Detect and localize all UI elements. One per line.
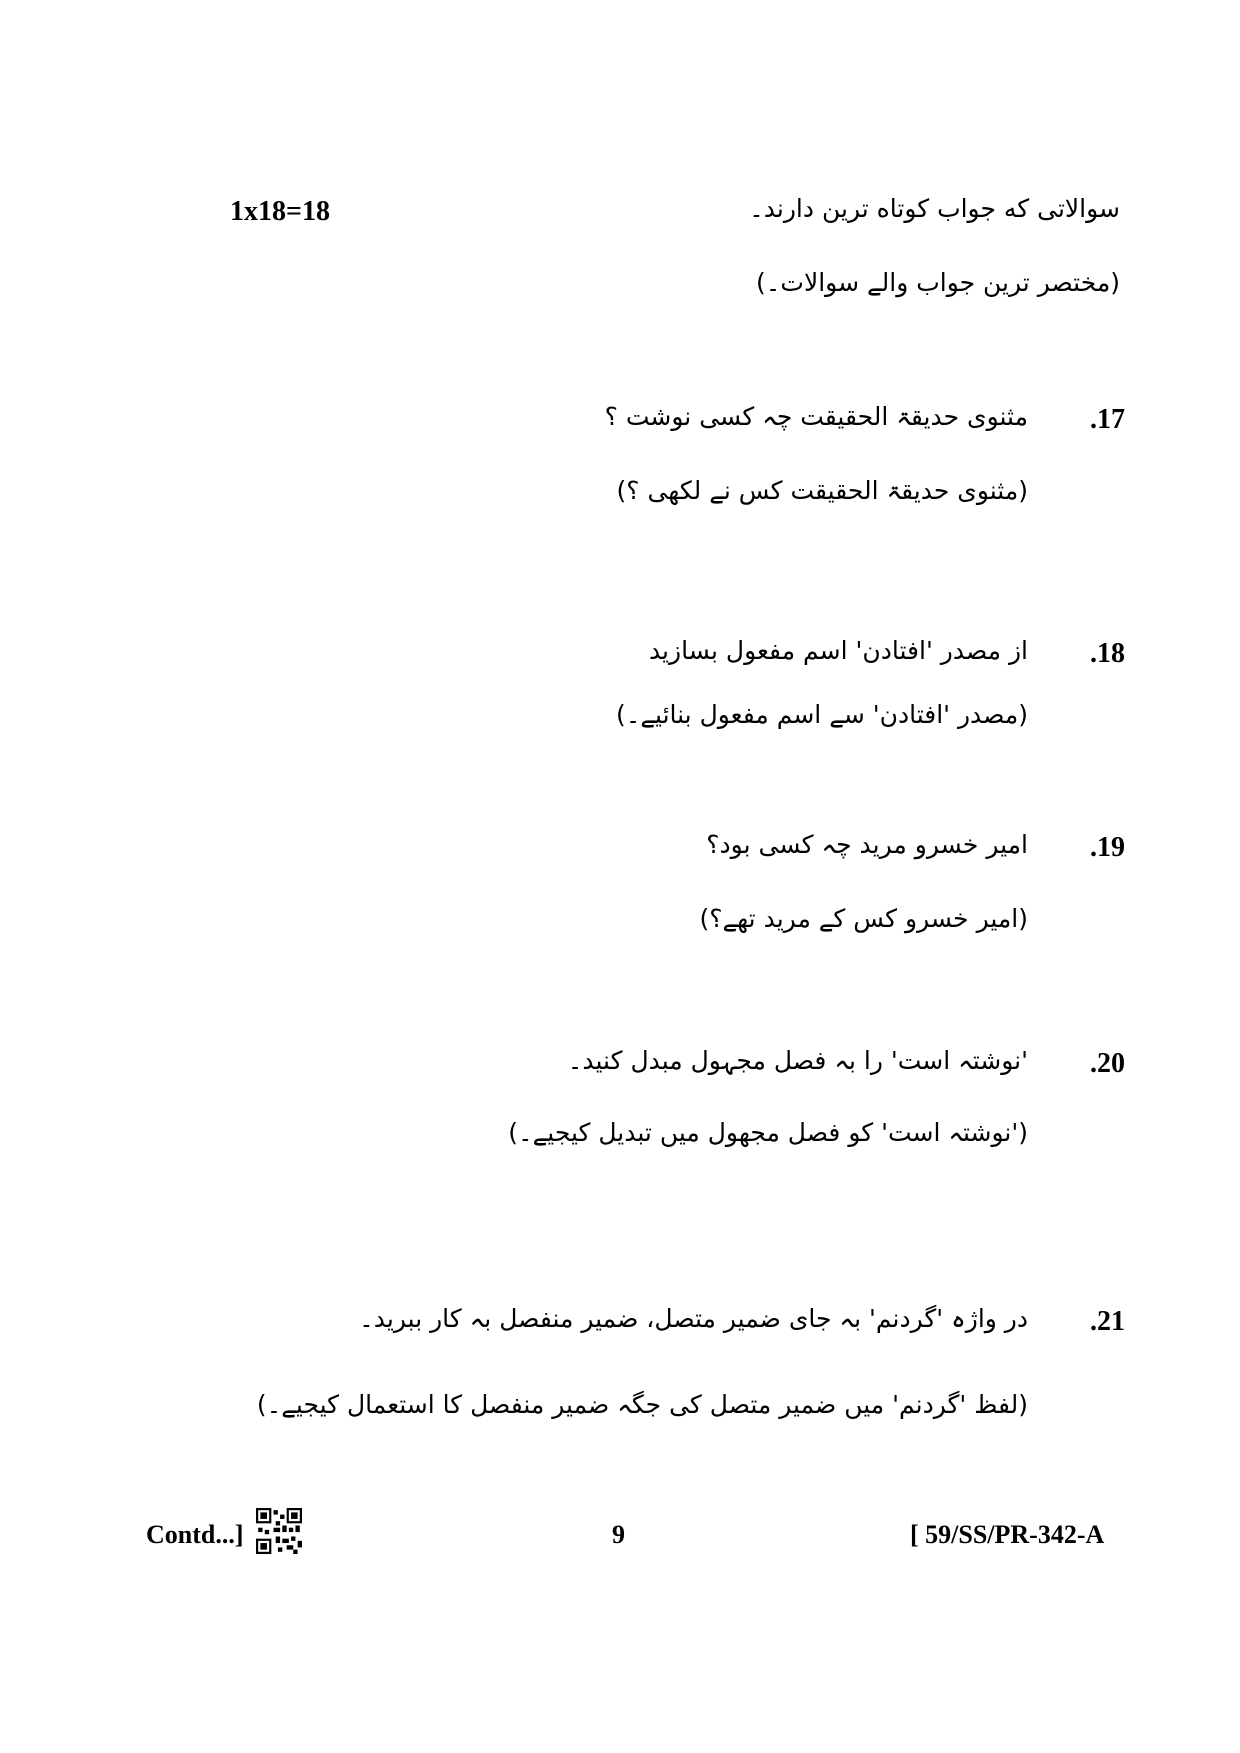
section-marks: 1x18=18 — [230, 196, 330, 227]
question-text-persian: 'نوشتہ است' را بہ فصل مجہول مبدل کنید۔ — [567, 1046, 1028, 1075]
section-heading-urdu: (مختصر ترین جواب والے سوالات۔) — [756, 268, 1120, 297]
section-heading-persian: سوالاتی که جواب کوتاه ترین دارند۔ — [749, 194, 1120, 223]
question-text-urdu: (مصدر 'افتادن' سے اسم مفعول بنائیے۔) — [615, 700, 1028, 729]
question-text-urdu: (لفظ 'گردنم' میں ضمیر متصل کی جگہ ضمیر منفصل کا استعمال کیجیے۔) — [256, 1390, 1028, 1419]
question-text-persian: مثنوی حدیقۃ الحقیقت چہ کسی نوشت ؟ — [604, 402, 1028, 431]
question-text-urdu: (امیر خسرو کس کے مرید تھے؟) — [699, 904, 1028, 933]
question-number: .17 — [1090, 404, 1125, 435]
footer-contd: Contd...] — [146, 1520, 244, 1549]
question-number: .20 — [1090, 1048, 1125, 1079]
question-number: .19 — [1090, 832, 1125, 863]
question-text-persian: امیر خسرو مرید چہ کسی بود؟ — [706, 830, 1028, 859]
qr-code-icon — [256, 1508, 302, 1554]
question-text-urdu: ('نوشتہ است' کو فصل مجھول میں تبدیل کیجیے۔) — [508, 1118, 1028, 1147]
question-text-persian: در واژہ 'گردنم' بہ جای ضمیر متصل، ضمیر منفصل بہ کار ببرید۔ — [359, 1304, 1028, 1333]
question-number: .21 — [1090, 1306, 1125, 1337]
page-number: 9 — [612, 1520, 625, 1549]
question-text-persian: از مصدر 'افتادن' اسم مفعول بسازید — [648, 636, 1028, 665]
question-text-urdu: (مثنوی حدیقۃ الحقیقت کس نے لکھی ؟) — [616, 476, 1028, 505]
question-number: .18 — [1090, 638, 1125, 669]
paper-code: [ 59/SS/PR-342-A — [910, 1520, 1105, 1549]
